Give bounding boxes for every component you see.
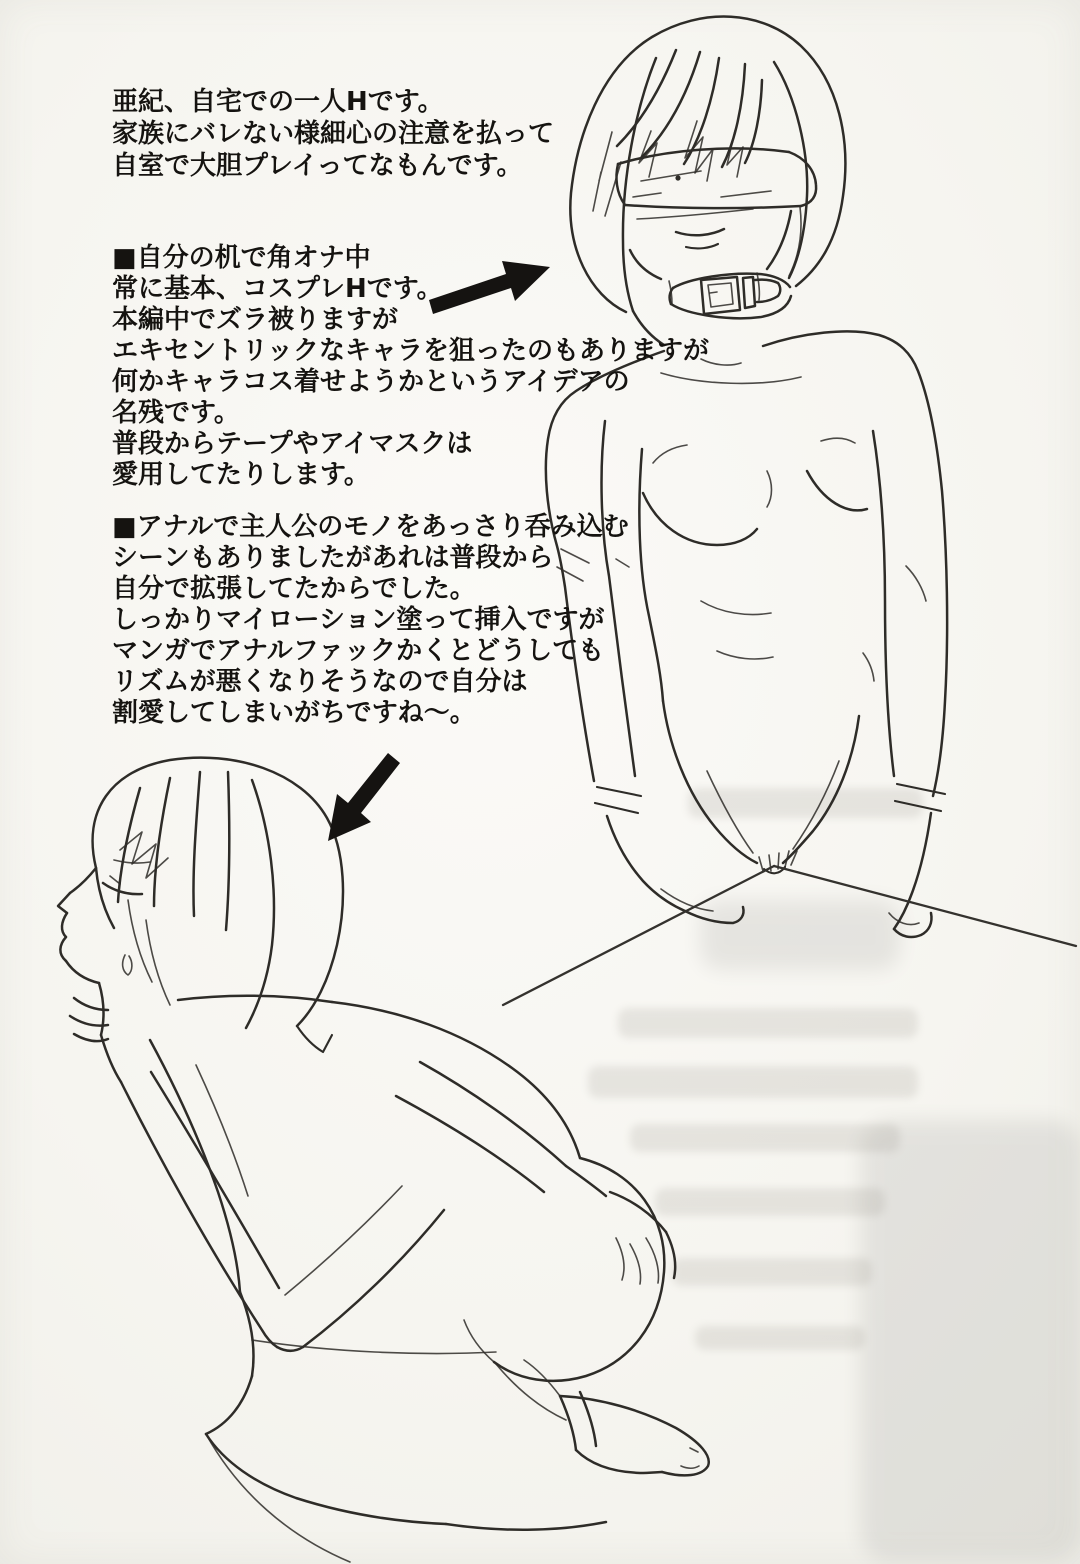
sketch-crouching-figure [58,758,709,1562]
bleedthrough-soft [700,900,1080,1560]
text-line: 自室で大胆プレイってなもんです。 [112,151,523,181]
text-line: ■アナルで主人公のモノをあっさり呑み込む [112,512,629,542]
text-line: ■自分の机で角オナ中 [112,243,371,273]
text-line: しっかりマイローション塗って挿入ですが [112,605,605,635]
text-line: 本編中でズラ被りますが [112,305,399,335]
text-line: 家族にバレない様細心の注意を払って [112,119,555,149]
text-block-desk-note [112,243,709,491]
text-line: 名残です。 [112,398,240,428]
text-line: 自分で拡張してたからでした。 [112,574,476,604]
text-block-second-note [112,512,629,729]
text-line: 常に基本、コスプレHです。 [112,274,443,304]
text-line: 割愛してしまいがちですね〜。 [112,698,476,728]
text-line: エキセントリックなキャラを狙ったのもありますが [112,336,709,366]
text-line: 愛用してたりします。 [112,460,370,490]
text-line: リズムが悪くなりそうなので自分は [112,667,528,697]
text-line: シーンもありましたがあれは普段から [112,543,554,573]
text-block-intro [112,86,554,182]
arrow-down-left-icon [328,753,400,841]
text-line: 普段からテープやアイマスクは [112,429,473,459]
text-line: 何かキャラコス着せようかというアイデアの [112,367,630,397]
text-line: 亜紀、自宅での一人Hです。 [112,87,444,117]
text-line: マンガでアナルファックかくとどうしても [112,636,605,666]
